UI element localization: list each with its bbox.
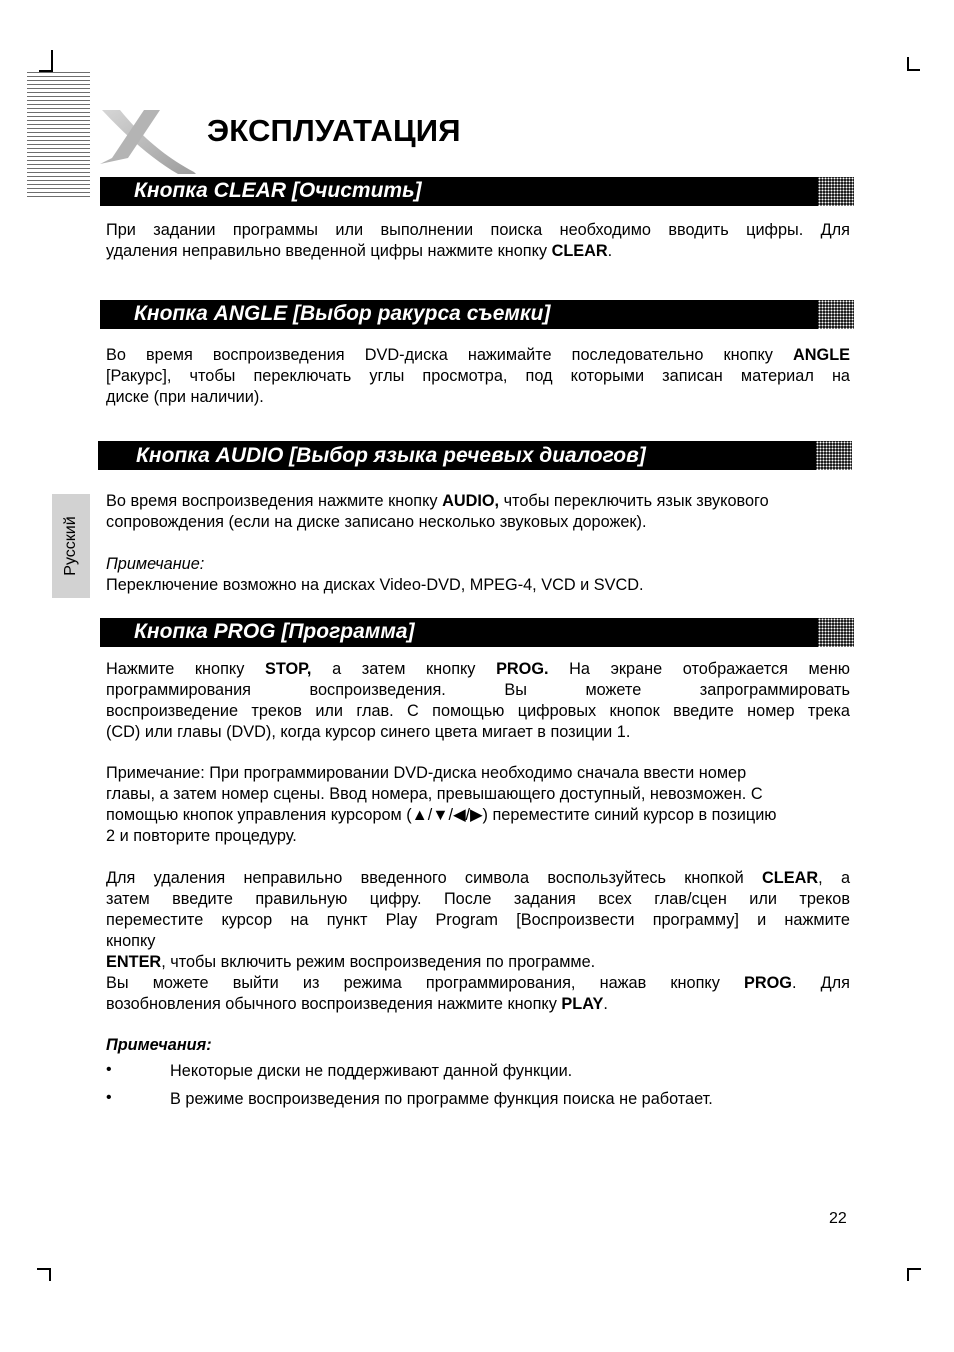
text-line: Для удаления неправильно введенного символа воспользуйтесь кнопкой CLEAR, а bbox=[106, 869, 851, 887]
language-tab bbox=[52, 494, 90, 598]
bullet-icon: • bbox=[106, 1061, 112, 1078]
text-line: Во время воспроизведения DVD-диска нажимайте последовательно кнопку ANGLE bbox=[106, 346, 850, 364]
text-line: (CD) или главы (DVD), когда курсор синего цвета мигает в позиции 1. bbox=[106, 723, 631, 741]
text-line: помощью кнопок управления курсором (▲/▼/◀/▶) переместите синий курсор в позицию bbox=[106, 806, 777, 824]
section-title: Кнопка ANGLE [Выбор ракурса съемки] bbox=[134, 302, 551, 325]
audio-note bbox=[106, 554, 850, 596]
text-line: Во время воспроизведения нажмите кнопку AUDIO, чтобы переключить язык звукового bbox=[106, 492, 769, 510]
section-header-angle bbox=[100, 300, 854, 329]
section-title: Кнопка CLEAR [Очистить] bbox=[134, 179, 422, 202]
page-title: ЭКСПЛУАТАЦИЯ bbox=[207, 113, 461, 148]
text-line: Нажмите кнопку STOP, а затем кнопку PROG. На экране отображается меню bbox=[106, 660, 850, 678]
bullet-item: В режиме воспроизведения по программе функция поиска не работает. bbox=[170, 1090, 713, 1108]
text-line: сопровождения (если на диске записано несколько звуковых дорожек). bbox=[106, 513, 647, 531]
section-header-audio bbox=[98, 441, 852, 470]
bullet-item: Некоторые диски не поддерживают данной функции. bbox=[170, 1062, 573, 1080]
text-line: диске (при наличии). bbox=[106, 388, 264, 406]
section-title: Кнопка PROG [Программа] bbox=[134, 620, 415, 643]
section-title: Кнопка AUDIO [Выбор языка речевых диалогов] bbox=[136, 444, 646, 467]
text-line: возобновления обычного воспроизведения нажмите кнопку PLAY. bbox=[106, 995, 608, 1013]
clear-paragraph bbox=[106, 220, 850, 262]
text-line: Вы можете выйти из режима программирования, нажав кнопку PROG. Для bbox=[106, 974, 851, 992]
text-line: затем введите правильную цифру. После задания всех глав/сцен или треков bbox=[106, 890, 850, 908]
bullet-icon: • bbox=[106, 1089, 112, 1106]
note-label: Примечание: bbox=[106, 555, 205, 573]
language-tab-label: Русский bbox=[62, 516, 79, 576]
halftone-pattern bbox=[818, 618, 854, 647]
brand-logo-icon bbox=[98, 108, 198, 176]
text-line: программирования воспроизведения. Вы можете запрограммировать bbox=[106, 681, 850, 699]
halftone-pattern bbox=[816, 441, 852, 470]
prog-paragraph-3 bbox=[106, 868, 850, 1015]
text-line: главы, а затем номер сцены. Ввод номера, превышающего доступный, невозможен. С bbox=[106, 785, 763, 803]
section-header-prog bbox=[100, 618, 854, 647]
text-line: 2 и повторите процедуру. bbox=[106, 827, 297, 845]
decorative-stripes bbox=[27, 72, 90, 198]
notes-label: Примечания: bbox=[106, 1036, 212, 1054]
prog-paragraph-1 bbox=[106, 659, 850, 743]
halftone-pattern bbox=[818, 300, 854, 329]
text-line: кнопку bbox=[106, 932, 156, 950]
note-text: Переключение возможно на дисках Video-DVD, MPEG-4, VCD и SVCD. bbox=[106, 576, 644, 594]
text-line: воспроизведение треков или глав. С помощью цифровых кнопок введите номер трека bbox=[106, 702, 850, 720]
text-line: При задании программы или выполнении поиска необходимо вводить цифры. Для bbox=[106, 221, 850, 239]
audio-paragraph bbox=[106, 491, 850, 533]
prog-paragraph-2 bbox=[106, 763, 850, 847]
page-number: 22 bbox=[829, 1210, 847, 1227]
text-line: [Ракурс], чтобы переключать углы просмотра, под которыми записан материал на bbox=[106, 367, 850, 385]
text-line: переместите курсор на пункт Play Program [Воспроизвести программу] и нажмите bbox=[106, 911, 850, 929]
text-line: ENTER, чтобы включить режим воспроизведения по программе. bbox=[106, 953, 596, 971]
text-line: удаления неправильно введенной цифры нажмите кнопку CLEAR. bbox=[106, 242, 613, 260]
section-header-clear bbox=[100, 177, 854, 206]
halftone-pattern bbox=[818, 177, 854, 206]
text-line: Примечание: При программировании DVD-диска необходимо сначала ввести номер bbox=[106, 764, 747, 782]
angle-paragraph bbox=[106, 345, 850, 408]
prog-notes-label bbox=[106, 1035, 850, 1056]
